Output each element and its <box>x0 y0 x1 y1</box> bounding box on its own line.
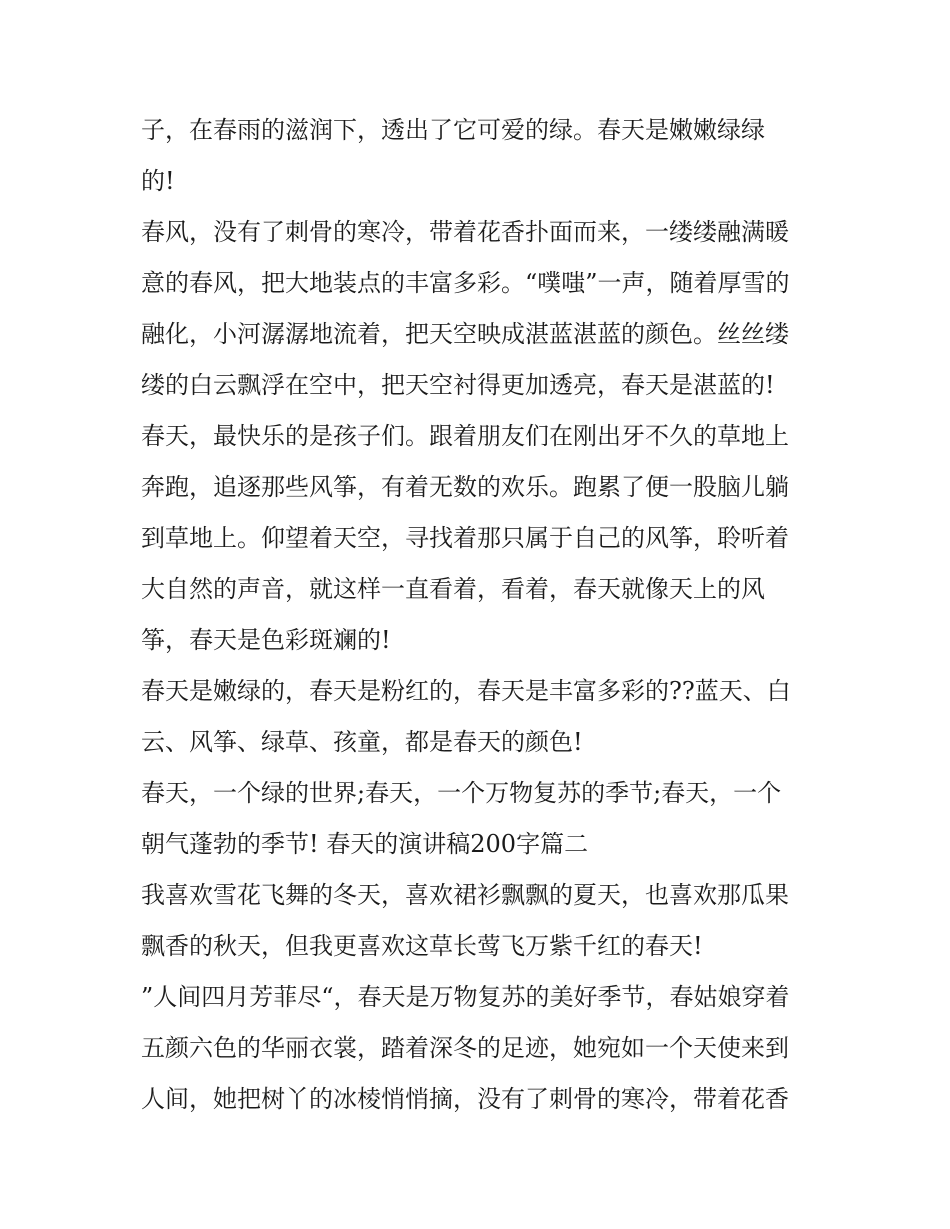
text-line: 缕的白云飘浮在空中，把天空衬得更加透亮，春天是湛蓝的! <box>141 371 775 399</box>
text-line: 我喜欢雪花飞舞的冬天，喜欢裙衫飘飘的夏天，也喜欢那瓜果 <box>141 881 789 909</box>
text-line: 飘香的秋天，但我更喜欢这草长莺飞万紫千红的春天! <box>141 932 703 960</box>
text-line: ”人间四月芳菲尽“，春天是万物复苏的美好季节，春姑娘穿着 <box>141 983 790 1011</box>
text-line: 意的春风，把大地装点的丰富多彩。“噗嗤”一声，随着厚雪的 <box>141 269 790 297</box>
text-line: 子，在春雨的滋润下，透出了它可爱的绿。春天是嫩嫩绿绿 <box>141 116 765 144</box>
text-line: 春天，一个绿的世界;春天，一个万物复苏的季节;春天，一个 <box>141 779 782 807</box>
body-text <box>141 105 821 1125</box>
text-line: 的! <box>141 167 175 195</box>
text-line: 春天，最快乐的是孩子们。跟着朋友们在刚出牙不久的草地上 <box>141 422 789 450</box>
text-line: 朝气蓬勃的季节! 春天的演讲稿200字篇二 <box>141 830 589 858</box>
text-line: 五颜六色的华丽衣裳，踏着深冬的足迹，她宛如一个天使来到 <box>141 1034 789 1062</box>
text-line: 春风，没有了刺骨的寒冷，带着花香扑面而来，一缕缕融满暖 <box>141 218 789 246</box>
text-line: 到草地上。仰望着天空，寻找着那只属于自己的风筝，聆听着 <box>141 524 789 552</box>
text-line: 融化，小河潺潺地流着，把天空映成湛蓝湛蓝的颜色。丝丝缕 <box>141 320 789 348</box>
text-line: 云、风筝、绿草、孩童，都是春天的颜色! <box>141 728 583 756</box>
text-line: 大自然的声音，就这样一直看着，看着，春天就像天上的风 <box>141 575 765 603</box>
text-line: 筝，春天是色彩斑斓的! <box>141 626 391 654</box>
text-line: 人间，她把树丫的冰棱悄悄摘，没有了刺骨的寒冷，带着花香 <box>141 1085 789 1113</box>
text-line: 春天是嫩绿的，春天是粉红的，春天是丰富多彩的??蓝天、白 <box>141 677 791 705</box>
text-line: 奔跑，追逐那些风筝，有着无数的欢乐。跑累了便一股脑儿躺 <box>141 473 789 501</box>
